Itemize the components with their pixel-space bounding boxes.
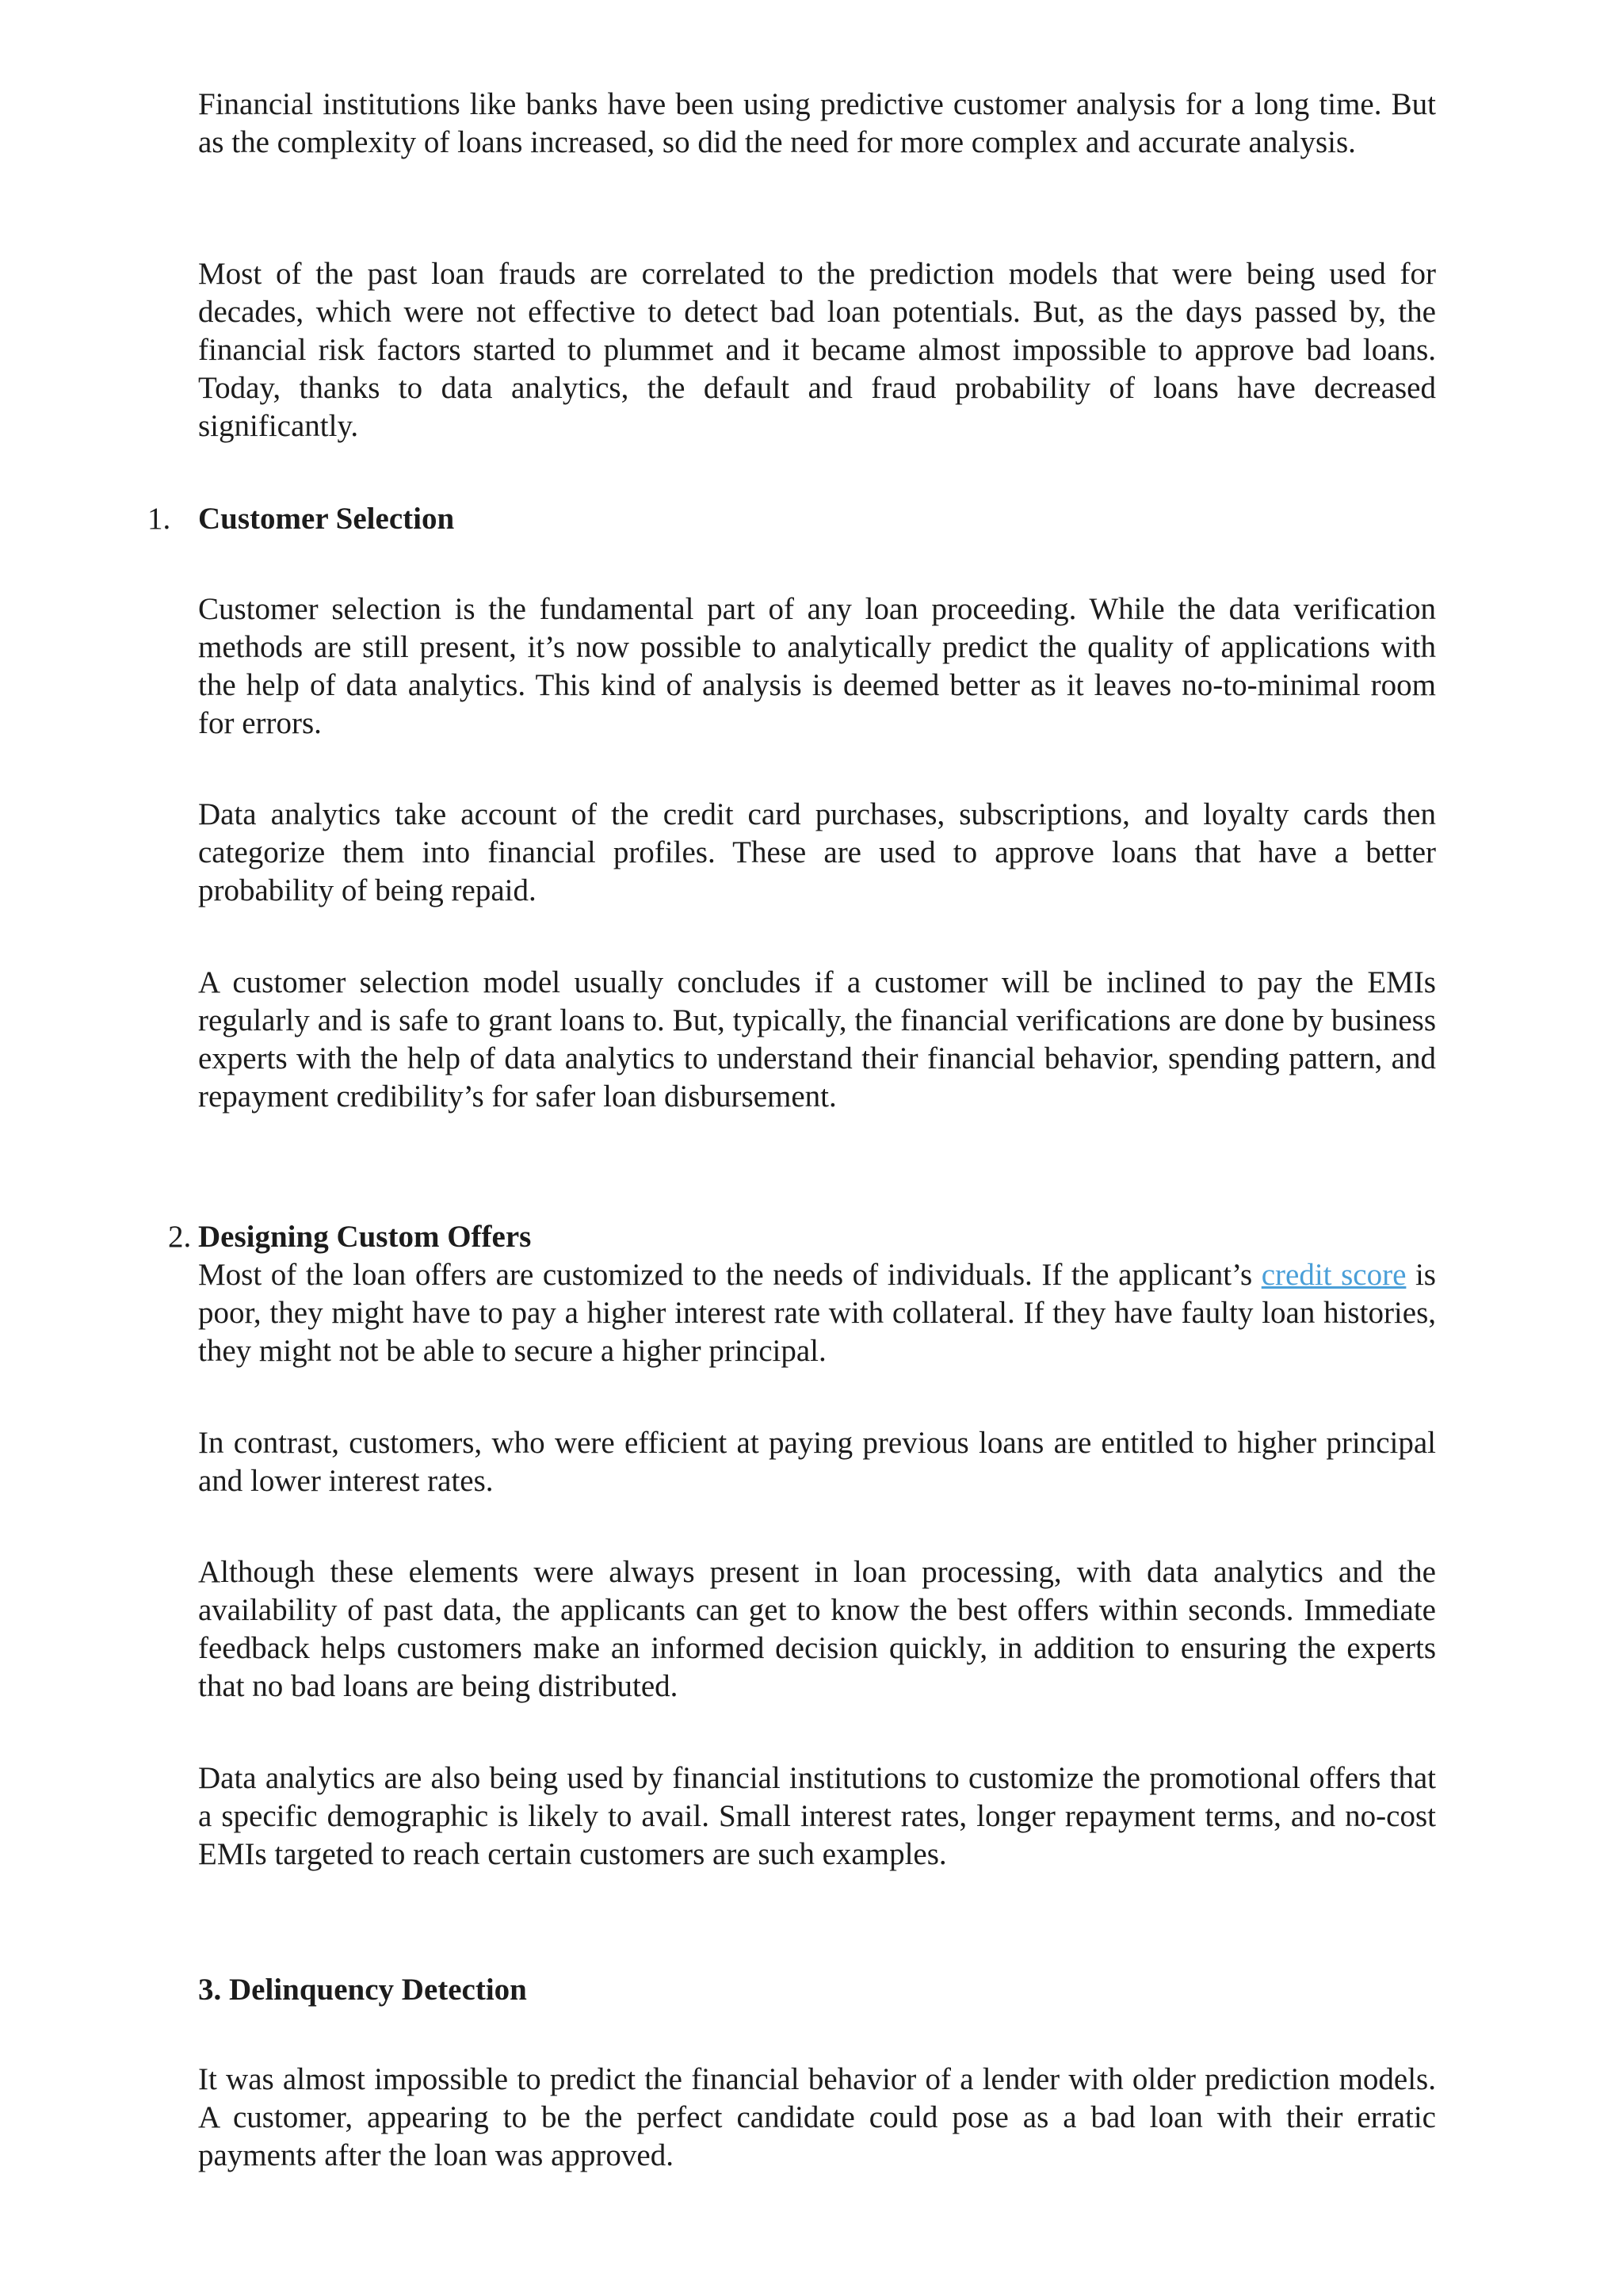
section-1-paragraph-3: A customer selection model usually concludes if a customer will be inclined to pay the EMIs regularly and is safe to grant loans to. But, typically, the financial verifications are done by business experts with the help of data analytics to understand their financial behavior, spending pattern, and repayment credibility’s for safer loan disbursement. [198, 965, 1436, 1114]
section-3-paragraph-1: It was almost impossible to predict the financial behavior of a lender with older prediction models. A customer, appearing to be the perfect candidate could pose as a bad loan with their erratic payments after the loan was approved. [198, 2062, 1436, 2172]
section-1-paragraph-1: Customer selection is the fundamental part of any loan proceeding. While the data verification methods are still present, it’s now possible to analytically predict the quality of applications with the help of data analytics. This kind of analysis is deemed better as it leaves no-to-minimal room for errors. [198, 592, 1436, 740]
section-2-paragraph-1-start: Most of the loan offers are customized to the needs of individuals. If the applicant’s [198, 1258, 1262, 1292]
section-2-paragraph-1-end: is poor, they might have to pay a higher interest rate with collateral. If they have faulty loan histories, they might not be able to secure a higher principal. [198, 1258, 1436, 1368]
section-2-paragraph-4: Data analytics are also being used by financial institutions to customize the promotional offers that a specific demographic is likely to avail. Small interest rates, longer repayment terms, and no-cost EMIs targeted to reach certain customers are such examples. [198, 1761, 1436, 1871]
section-1-heading: Customer Selection [198, 502, 455, 536]
section-2-number: 2. [168, 1220, 192, 1254]
intro-paragraph-2: Most of the past loan frauds are correlated to the prediction models that were being used for decades, which were not effective to detect bad loan potentials. But, as the days passed by, the financial risk factors started to plummet and it became almost impossible to approve bad loans. Today, thanks to data analytics, the default and fraud probability of loans have decreased significantly. [198, 257, 1436, 443]
section-1-paragraph-2: Data analytics take account of the credit card purchases, subscriptions, and loyalty cards then categorize them into financial profiles. These are used to approve loans that have a better probability of being repaid. [198, 797, 1436, 907]
intro-paragraph-1: Financial institutions like banks have been using predictive customer analysis for a long time. But as the complexity of loans increased, so did the need for more complex and accurate analysis. [198, 87, 1436, 159]
section-2-paragraph-3: Although these elements were always present in loan processing, with data analytics and the availability of past data, the applicants can get to know the best offers within seconds. Immediate feedback helps customers make an informed decision quickly, in addition to ensuring the experts that no bad loans are being distributed. [198, 1555, 1436, 1703]
credit-score-link[interactable]: credit score [1261, 1258, 1407, 1292]
section-2-paragraph-2: In contrast, customers, who were efficient at paying previous loans are entitled to higher principal and lower interest rates. [198, 1426, 1436, 1498]
section-2-paragraph-1 [198, 1256, 1436, 1370]
section-2-heading: Designing Custom Offers [198, 1220, 532, 1254]
section-3-heading: 3. Delinquency Detection [198, 1973, 527, 2007]
section-1-number: 1. [147, 502, 171, 536]
